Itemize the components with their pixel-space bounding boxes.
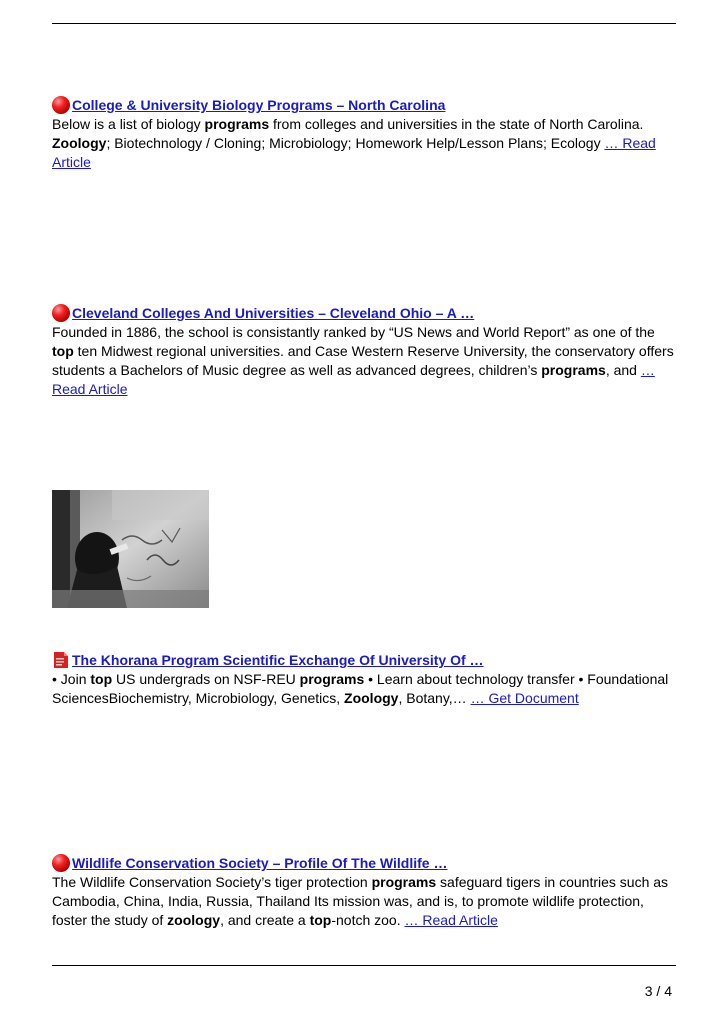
snippet-keyword: Zoology: [52, 135, 107, 151]
result-snippet: [52, 670, 676, 708]
snippet-text: The Wildlife Conservation Society’s tiger protection: [52, 874, 372, 890]
snippet-keyword: programs: [541, 362, 606, 378]
snippet-text: • Join: [52, 671, 91, 687]
read-more-link[interactable]: … Get Document: [470, 690, 579, 706]
pdf-document-icon: [52, 651, 70, 669]
snippet-text: -notch zoo.: [331, 912, 405, 928]
result-title-link[interactable]: Cleveland Colleges And Universities – Cleveland Ohio – A …: [52, 304, 676, 323]
snippet-text: ; Biotechnology / Cloning; Microbiology; Homework Help/Lesson Plans; Ecology: [106, 135, 605, 151]
read-more-link[interactable]: … Read Article: [52, 362, 655, 397]
snippet-text: from colleges and universities in the state of North Carolina.: [269, 116, 644, 132]
snippet-text: ten Midwest regional universities. and Case Western Reserve University, the conservatory offers students a Bachelors of Music degree as well as advanced degrees, children’s: [52, 343, 674, 378]
header-rule: [52, 23, 676, 24]
snippet-keyword: top: [52, 343, 74, 359]
snippet-text: , Botany,…: [398, 690, 471, 706]
read-more-link[interactable]: … Read Article: [52, 135, 656, 170]
read-more-link[interactable]: … Read Article: [404, 912, 498, 928]
snippet-keyword: programs: [371, 874, 437, 890]
article-photo: [52, 490, 209, 608]
result-snippet: [52, 115, 676, 172]
result-entry-4: [52, 854, 676, 930]
snippet-text: , and create a: [220, 912, 310, 928]
footer-rule: [52, 965, 676, 966]
snippet-keyword: programs: [299, 671, 365, 687]
snippet-text: , and: [605, 362, 641, 378]
page-number: 3 / 4: [644, 983, 672, 999]
snippet-text: • Learn about technology transfer • Foundational SciencesBiochemistry, Microbiology, Genetics,: [52, 671, 669, 706]
snippet-text: safeguard tigers in countries such as Cambodia, China, India, Russia, Thailand Its mission was, and is, to promote wildlife protection, foster the study of: [52, 874, 669, 928]
red-ball-bullet-icon: [52, 304, 70, 322]
result-title-link[interactable]: College & University Biology Programs – North Carolina: [52, 96, 676, 115]
snippet-keyword: Zoology: [344, 690, 399, 706]
result-title-link[interactable]: The Khorana Program Scientific Exchange Of University Of …: [52, 651, 676, 670]
snippet-keyword: top: [90, 671, 113, 687]
snippet-text: Below is a list of biology: [52, 116, 205, 132]
snippet-text: US undergrads on NSF-REU: [112, 671, 300, 687]
snippet-keyword: top: [309, 912, 332, 928]
result-entry-2: [52, 304, 676, 399]
red-ball-bullet-icon: [52, 96, 70, 114]
snippet-text: Founded in 1886, the school is consistantly ranked by “US News and World Report” as one of the: [52, 324, 655, 340]
snippet-keyword: programs: [204, 116, 270, 132]
result-snippet: [52, 323, 676, 399]
snippet-keyword: zoology: [167, 912, 221, 928]
result-snippet: [52, 873, 676, 930]
result-entry-1: [52, 96, 676, 172]
result-title-link[interactable]: Wildlife Conservation Society – Profile Of The Wildlife …: [52, 854, 676, 873]
red-ball-bullet-icon: [52, 854, 70, 872]
result-entry-3: [52, 651, 676, 708]
